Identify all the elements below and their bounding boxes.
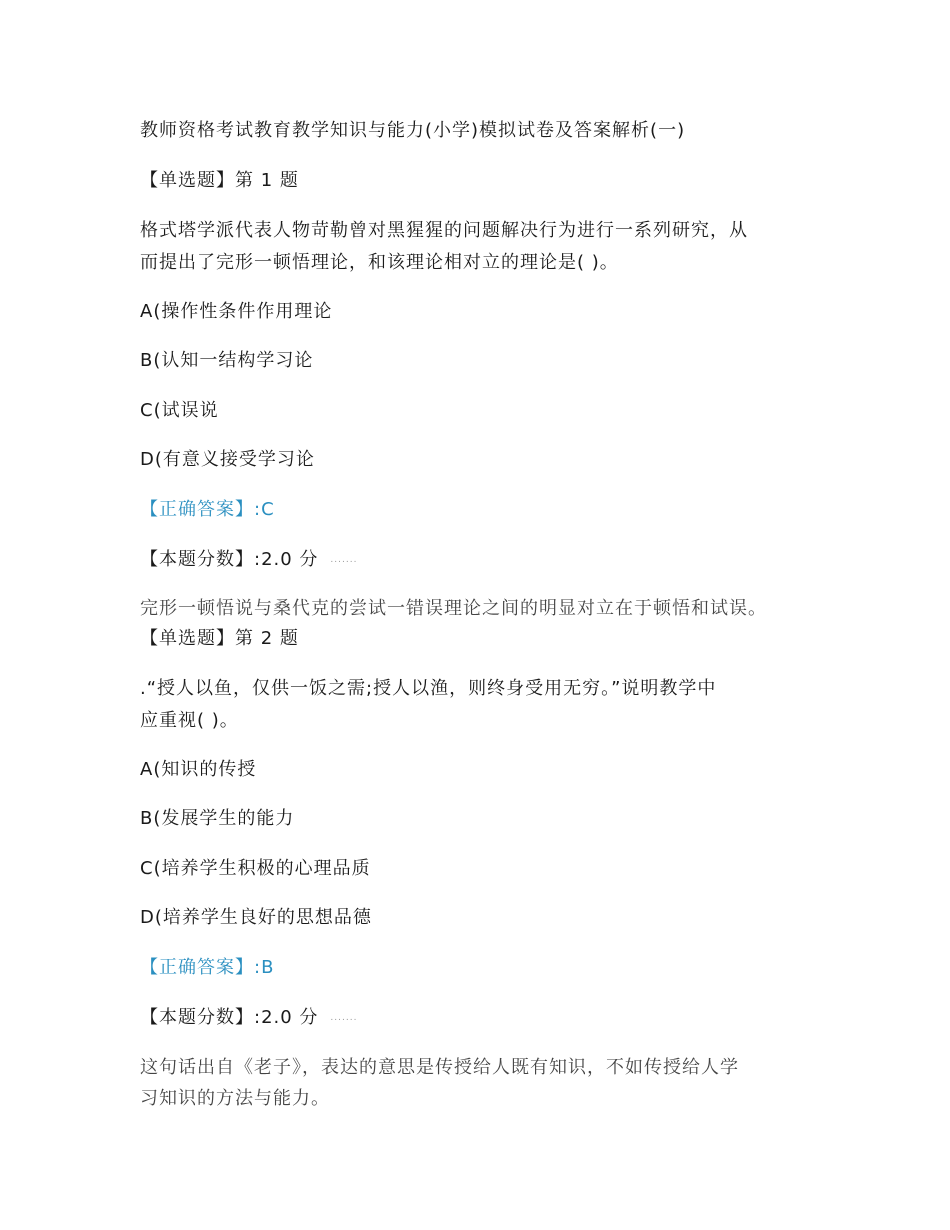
question-2-dots: ....... (330, 1013, 358, 1023)
question-2-option-c: C(培养学生积极的心理品质 (140, 858, 371, 879)
question-2-score-row (140, 1003, 357, 1033)
question-1-option-b: B(认知一结构学习论 (140, 350, 314, 371)
question-2-stem-line-2: 应重视( )。 (140, 710, 239, 731)
question-1-option-d: D(有意义接受学习论 (140, 449, 315, 470)
question-2-explanation-line-1: 这句话出自《老子》，表达的意思是传授给人既有知识，不如传授给人学 (140, 1057, 739, 1078)
question-1-score-row (140, 545, 357, 575)
question-2-option-d: D(培养学生良好的思想品德 (140, 907, 372, 928)
page-title: 教师资格考试教育教学知识与能力(小学)模拟试卷及答案解析(一) (140, 120, 686, 141)
question-1-answer: 【正确答案】:C (140, 499, 275, 520)
question-2-header: 【单选题】第 2 题 (140, 628, 299, 649)
question-1-score: 【本题分数】:2.0 分 (140, 549, 319, 570)
question-2-option-b: B(发展学生的能力 (140, 808, 295, 829)
question-1-stem-line-2: 而提出了完形一顿悟理论，和该理论相对立的理论是( )。 (140, 252, 619, 273)
question-1-stem-line-1: 格式塔学派代表人物苛勒曾对黑猩猩的问题解决行为进行一系列研究，从 (140, 220, 748, 241)
question-2-answer: 【正确答案】:B (140, 957, 275, 978)
question-1-option-a: A(操作性条件作用理论 (140, 301, 333, 322)
question-2-explanation-line-2: 习知识的方法与能力。 (140, 1088, 330, 1109)
question-1-dots: ....... (330, 555, 358, 565)
question-2-stem-line-1: .“授人以鱼，仅供一饭之需;授人以渔，则终身受用无穷。”说明教学中 (140, 678, 717, 699)
question-2-score: 【本题分数】:2.0 分 (140, 1007, 319, 1028)
question-2-option-a: A(知识的传授 (140, 759, 257, 780)
question-1-header: 【单选题】第 1 题 (140, 170, 299, 191)
question-1-explanation: 完形一顿悟说与桑代克的尝试一错误理论之间的明显对立在于顿悟和试误。 (140, 598, 767, 619)
question-1-option-c: C(试误说 (140, 400, 219, 421)
